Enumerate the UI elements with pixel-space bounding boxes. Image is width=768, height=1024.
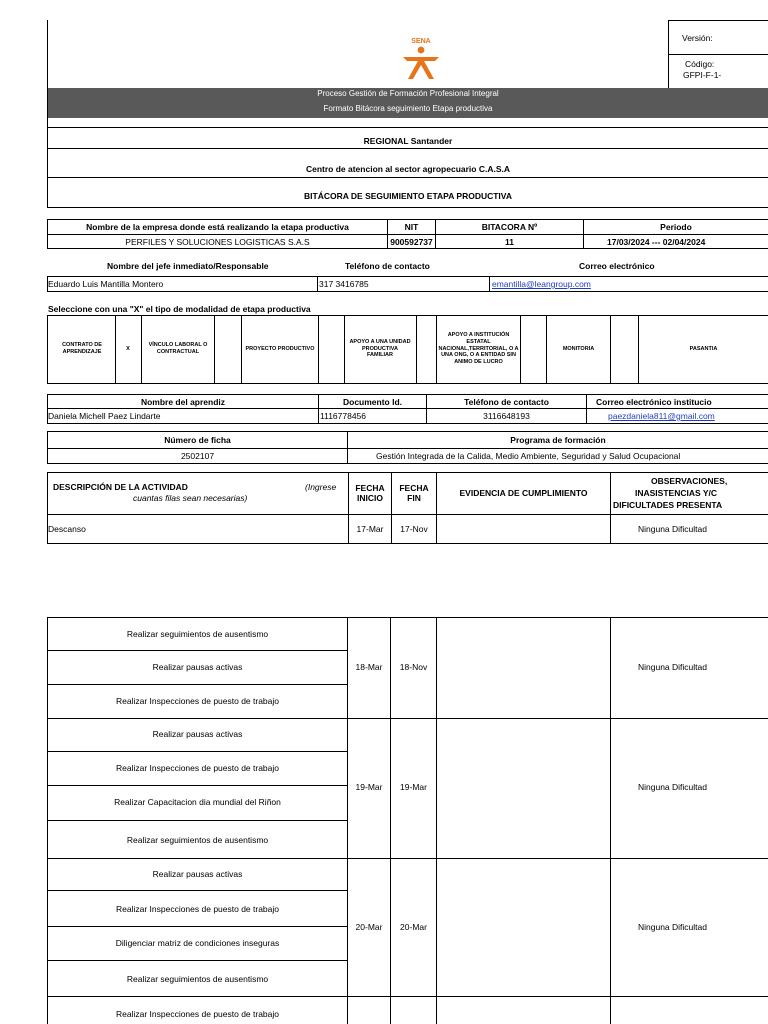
first-row-desc: Descanso [48, 524, 86, 534]
observaciones-header-1: OBSERVACIONES, [651, 476, 728, 486]
activity-item: Realizar seguimientos de ausentismo [126, 835, 269, 845]
empresa-header: Nombre de la empresa donde está realizando la etapa productiva [86, 222, 349, 232]
group-inicio: 19-Mar [355, 782, 383, 792]
code-label: Código: [685, 59, 715, 69]
activity-item: Realizar pausas activas [152, 869, 243, 879]
tel-header: Teléfono de contacto [345, 261, 430, 271]
actividad-header-sub: cuantas filas sean necesarias) [133, 493, 248, 503]
first-row-fin: 17-Nov [400, 524, 428, 534]
activity-item: Realizar Capacitacion dia mundial del Riñon [114, 797, 281, 807]
actividad-header: DESCRIPCIÓN DE LA ACTIVIDAD [53, 482, 188, 492]
periodo-header: Periodo [660, 222, 692, 232]
aprendiz-value: Daniela Michell Paez Lindarte [48, 411, 161, 421]
correo-header: Correo electrónico [579, 261, 655, 271]
group-fin: 19-Mar [400, 782, 427, 792]
modalidad-apoyo-inst-check[interactable] [520, 315, 546, 383]
group-inicio: 20-Mar [355, 922, 383, 932]
modalidad-pasantia: PASANTIA [689, 345, 718, 352]
sena-logo-text: SENA [411, 38, 431, 45]
regional: REGIONAL Santander [363, 136, 453, 146]
group-obs: Ninguna Dificultad [638, 922, 707, 932]
fecha-fin-header: FECHA FIN [399, 482, 429, 503]
programa-header: Programa de formación [510, 435, 606, 445]
empresa-value: PERFILES Y SOLUCIONES LOGISTICAS S.A.S [125, 237, 310, 247]
activity-item: Realizar Inspecciones de puesto de trabajo [115, 696, 280, 706]
modalidad-proyecto: PROYECTO PRODUCTIVO [245, 345, 315, 352]
tel-aprendiz-header: Teléfono de contacto [464, 397, 549, 407]
activity-item: Realizar seguimientos de ausentismo [126, 629, 269, 639]
correo-aprendiz-link[interactable]: paezdaniela811@gmail.com [608, 411, 715, 421]
centro: Centro de atencion al sector agropecuario C.A.S.A [305, 164, 511, 174]
activity-item: Realizar Inspecciones de puesto de trabajo [115, 1009, 280, 1019]
banner-line2: Formato Bitácora seguimiento Etapa productiva [323, 104, 493, 113]
sena-logo-icon [400, 45, 442, 81]
modalidad-apoyo-inst: APOYO A INSTITUCIÓN ESTATAL NACIONAL,TERRITORIAL, O A UNA ONG, O A ENTIDAD SIN ANIMO DE LUCRO [438, 331, 519, 366]
banner-line1: Proceso Gestión de Formación Profesional Integral [317, 89, 499, 98]
sena-logo [400, 38, 442, 86]
group-inicio: 18-Mar [355, 662, 383, 672]
aprendiz-header: Nombre del aprendiz [140, 397, 226, 407]
bitacora-header: BITACORA Nº [481, 222, 538, 232]
nit-header: NIT [404, 222, 419, 232]
activity-item: Realizar pausas activas [152, 662, 243, 672]
modalidad-vinculo: VÍNCULO LABORAL O CONTRACTUAL [148, 342, 208, 355]
correo-value-link[interactable]: emantilla@leangroup.com [492, 279, 591, 289]
group-obs: Ninguna Dificultad [638, 782, 707, 792]
group-obs: Ninguna Dificultad [638, 662, 707, 672]
title-banner [48, 88, 768, 118]
fecha-inicio-header: FECHA INICIO [355, 482, 385, 503]
modalidad-contrato-mark[interactable]: X [126, 345, 130, 352]
nit-value: 900592737 [390, 237, 433, 247]
bitacora-value: 11 [505, 237, 514, 247]
first-row-obs: Ninguna Dificultad [638, 524, 707, 534]
activity-item: Realizar pausas activas [152, 729, 243, 739]
modalidad-contrato: CONTRATO DE APRENDIZAJE [62, 342, 102, 355]
observaciones-header-3: DIFICULTADES PRESENTA [613, 500, 723, 510]
activity-item: Realizar Inspecciones de puesto de trabajo [115, 904, 280, 914]
documento-header: Documento Id. [342, 397, 403, 407]
version-label: Versión: [682, 33, 713, 43]
activity-item: Diligenciar matriz de condiciones inseguras [115, 938, 280, 948]
modalidad-vinculo-check[interactable] [214, 315, 241, 383]
jefe-header: Nombre del jefe inmediato/Responsable [107, 261, 269, 271]
jefe-value: Eduardo Luis Mantilla Montero [48, 279, 164, 289]
ficha-value: 2502107 [180, 451, 215, 461]
modalidad-apoyo-unidad-check[interactable] [416, 315, 436, 383]
modalidad-apoyo-unidad: APOYO A UNA UNIDAD PRODUCTIVA FAMILIAR [349, 338, 411, 359]
modalidad-monitoria: MONITORIA [562, 345, 595, 352]
programa-value: Gestión Integrada de la Calida, Medio Ambiente, Seguridad y Salud Ocupacional [376, 451, 681, 461]
ficha-header: Número de ficha [164, 435, 231, 445]
bitacora-title: BITÁCORA DE SEGUIMIENTO ETAPA PRODUCTIVA [304, 191, 512, 201]
periodo-value: 17/03/2024 --- 02/04/2024 [607, 237, 706, 247]
modalidad-title: Seleccione con una "X" el tipo de modalidad de etapa productiva [48, 304, 311, 314]
actividad-header-ingrese: (Ingrese [305, 482, 337, 492]
code-value: GFPI-F-1- [683, 70, 722, 80]
modalidad-monitoria-check[interactable] [610, 315, 638, 383]
correo-aprendiz-header: Correo electrónico institucio [596, 397, 712, 407]
group-fin: 20-Mar [400, 922, 427, 932]
group-fin: 18-Nov [399, 662, 428, 672]
evidencia-header: EVIDENCIA DE CUMPLIMIENTO [459, 488, 588, 498]
documento-value: 1116778456 [320, 411, 367, 421]
activity-item: Realizar Inspecciones de puesto de trabajo [115, 763, 280, 773]
modalidad-proyecto-check[interactable] [318, 315, 344, 383]
activity-item: Realizar seguimientos de ausentismo [126, 974, 269, 984]
first-row-inicio: 17-Mar [356, 524, 384, 534]
tel-value: 317 3416785 [319, 279, 369, 289]
tel-aprendiz-value: 3116648193 [483, 411, 530, 421]
observaciones-header-2: INASISTENCIAS Y/C [635, 488, 718, 498]
